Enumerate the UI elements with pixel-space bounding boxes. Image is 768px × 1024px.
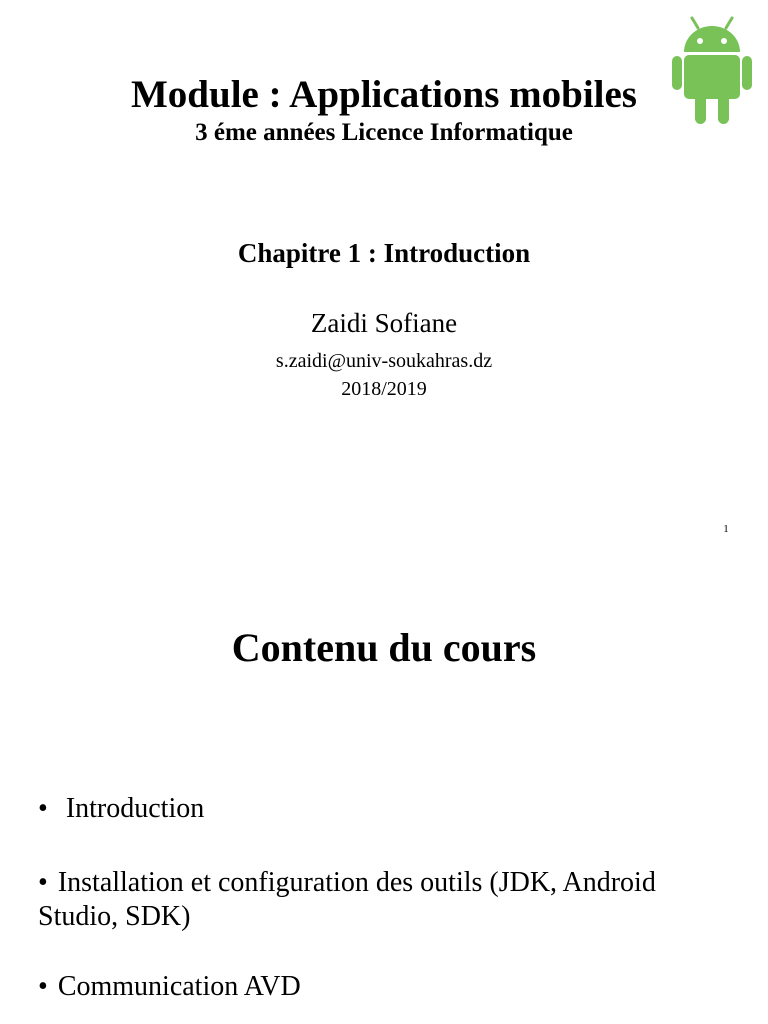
author-name: Zaidi Sofiane [310, 308, 458, 338]
list-item-label: Installation et configuration des outils (JDK, Android Studio, SDK) [38, 867, 656, 932]
chapter-title: Chapitre 1 : Introduction [237, 238, 531, 268]
page-number: 1 [723, 523, 729, 535]
list-item [38, 792, 738, 826]
list-item [38, 866, 738, 934]
bullet-icon: • [38, 867, 48, 898]
list-item [38, 970, 738, 1004]
android-robot-icon [672, 14, 752, 126]
list-item-label: Communication AVD [57, 971, 301, 1002]
author-email: s.zaidi@univ-soukahras.dz [275, 350, 493, 372]
contents-title: Contenu du cours [231, 625, 537, 670]
module-subtitle: 3 éme années Licence Informatique [195, 119, 573, 146]
list-item-label: Introduction [65, 793, 205, 824]
contents-slide [0, 560, 768, 1024]
bullet-icon: • [38, 971, 48, 1002]
academic-year: 2018/2019 [341, 378, 427, 400]
module-title: Module : Applications mobiles [131, 73, 637, 116]
bullet-icon: • [38, 793, 48, 824]
